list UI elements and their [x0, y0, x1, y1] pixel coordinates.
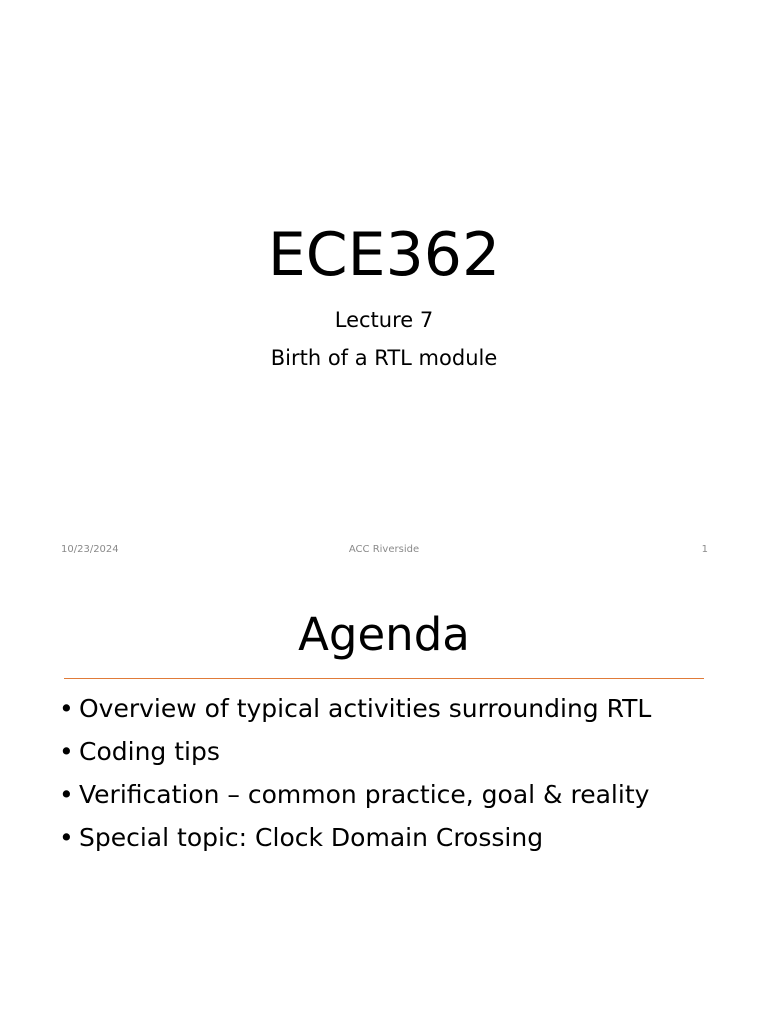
bullet-icon: •	[59, 823, 74, 852]
agenda-slide	[0, 576, 768, 1024]
list-item	[59, 816, 651, 859]
slide-title: ECE362	[267, 220, 501, 290]
footer-page-number: 1	[701, 544, 708, 555]
agenda-item-text: Coding tips	[79, 737, 220, 766]
agenda-title: Agenda	[298, 608, 470, 661]
title-divider	[64, 678, 704, 679]
agenda-item-text: Overview of typical activities surrounding RTL	[79, 694, 652, 723]
footer-date: 10/23/2024	[61, 544, 119, 555]
bullet-icon: •	[59, 737, 74, 766]
agenda-item-text: Special topic: Clock Domain Crossing	[79, 823, 544, 852]
slide-subtitle-topic: Birth of a RTL module	[270, 346, 498, 370]
footer-organization: ACC Riverside	[348, 544, 420, 555]
agenda-item-text: Verification – common practice, goal & reality	[79, 780, 650, 809]
bullet-icon: •	[59, 780, 74, 809]
slide-subtitle-lecture: Lecture 7	[334, 308, 434, 332]
bullet-icon: •	[59, 694, 74, 723]
list-item	[59, 687, 651, 730]
list-item	[59, 730, 651, 773]
list-item	[59, 773, 651, 816]
agenda-list	[59, 687, 651, 859]
